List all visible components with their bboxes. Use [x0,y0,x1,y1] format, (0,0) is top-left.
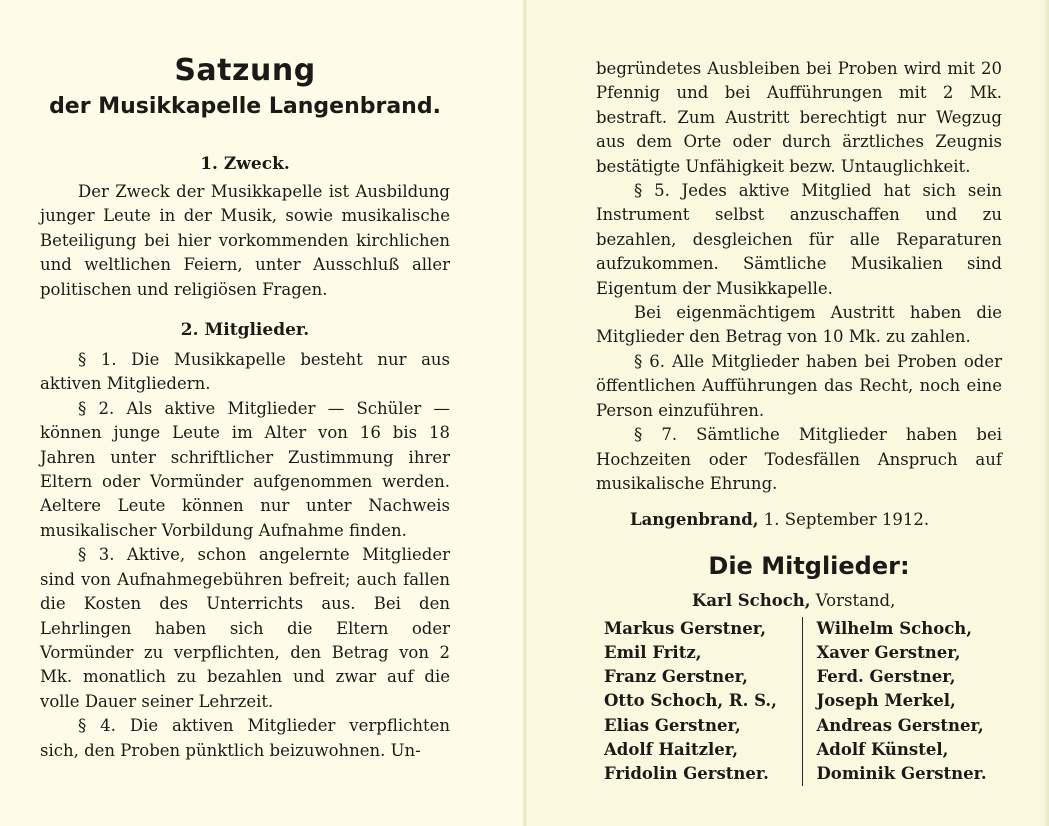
section-heading-members: 2. Mitglieder. [180,320,310,341]
members-heading: Die Mitglieder: [708,551,910,580]
section-heading-purpose: 1. Zweck. [200,154,290,174]
member-name: Andreas Gerstner, [816,715,984,735]
member-name: Adolf Haitzler, [604,739,738,759]
paragraph-4-continued: begründetes Ausbleiben bei Proben wird mit 20 Pfennig und bei Aufführungen mit 2 Mk. bestraft. Zum Austritt berechtigt nur Wegzug aus dem Orte oder durch ärztliches Zeugnis bestätigte Unfähigkeit bezw. Untauglichkeit. [596,59,1002,176]
purpose-paragraph: Der Zweck der Musikkapelle ist Ausbildung junger Leute in der Musik, sowie musikalische Beteiligung bei hier vorkommenden kirchlichen und weltlichen Feiern, unter Ausschluß aller politischen und religiösen Fragen. [40,182,450,299]
member-name: Joseph Merkel, [816,691,956,711]
members-column-left [604,617,802,786]
member-name: Markus Gerstner, [604,618,767,638]
place-date-line [596,508,1002,532]
member-name: Adolf Künstel, [816,739,949,759]
chairman-line [596,589,1002,613]
paragraph-5: § 5. Jedes aktive Mitglied hat sich sein Instrument selbst anzuschaffen und zu bezahlen, desgleichen für alle Reparaturen aufzukommen. Sämtliche Musikalien sind Eigentum der Musikkapelle. [596,181,1002,298]
member-name: Otto Schoch, R. S., [604,691,777,711]
document-subtitle: der Musikkapelle Langenbrand. [49,94,441,119]
place-name: Langenbrand, [630,510,759,530]
member-name: Ferd. Gerstner, [816,667,956,687]
paragraph-5b: Bei eigenmächtigem Austritt haben die Mitglieder den Betrag von 10 Mk. zu zahlen. [596,303,1002,347]
page-fold-divider [523,0,527,826]
right-column [596,57,1002,786]
members-list [604,617,1002,786]
paragraph-2: § 2. Als aktive Mitglieder — Schüler — können junge Leute im Alter von 16 bis 18 Jahren unter schriftlicher Zustimmung ihrer Eltern oder Vormünder aufgenommen werden. Aeltere Leute können nur unter Nachweis musikalischer Vorbildung Aufnahme finden. [40,398,450,540]
member-name: Emil Fritz, [604,642,702,662]
member-name: Franz Gerstner, [604,667,748,687]
member-name: Dominik Gerstner. [816,763,987,783]
paragraph-1: § 1. Die Musikkapelle besteht nur aus aktiven Mitgliedern. [40,350,450,394]
right-page [525,0,1049,826]
member-name: Xaver Gerstner, [816,642,961,662]
document-title: Satzung [174,53,316,88]
member-name: Elias Gerstner, [604,715,741,735]
paragraph-3: § 3. Aktive, schon angelernte Mitglieder sind von Aufnahmegebühren befreit; auch fallen die Kosten des Unterrichts aus. Bei den Lehrlingen haben sich die Eltern oder Vormünder zu verpflichten, den Betrag von 2 Mk. monatlich zu bezahlen und zwar auf die volle Dauer seiner Lehrzeit. [40,545,450,711]
paragraph-4: § 4. Die aktiven Mitglieder verpflichten sich, den Proben pünktlich beizuwohnen. Un- [40,716,450,760]
date-text: 1. September 1912. [763,510,930,530]
member-name: Fridolin Gerstner. [604,763,769,783]
scan-edge-shadow [1043,0,1049,826]
member-name: Wilhelm Schoch, [816,618,972,638]
paragraph-7: § 7. Sämtliche Mitglieder haben bei Hochzeiten oder Todesfällen Anspruch auf musikalische Ehrung. [596,425,1002,493]
left-column [40,52,450,763]
members-column-right [802,617,1003,786]
chairman-name: Karl Schoch, [692,590,811,610]
chairman-role: Vorstand, [815,590,896,610]
paragraph-6: § 6. Alle Mitglieder haben bei Proben oder öffentlichen Aufführungen das Recht, noch eine Person einzuführen. [596,351,1002,420]
